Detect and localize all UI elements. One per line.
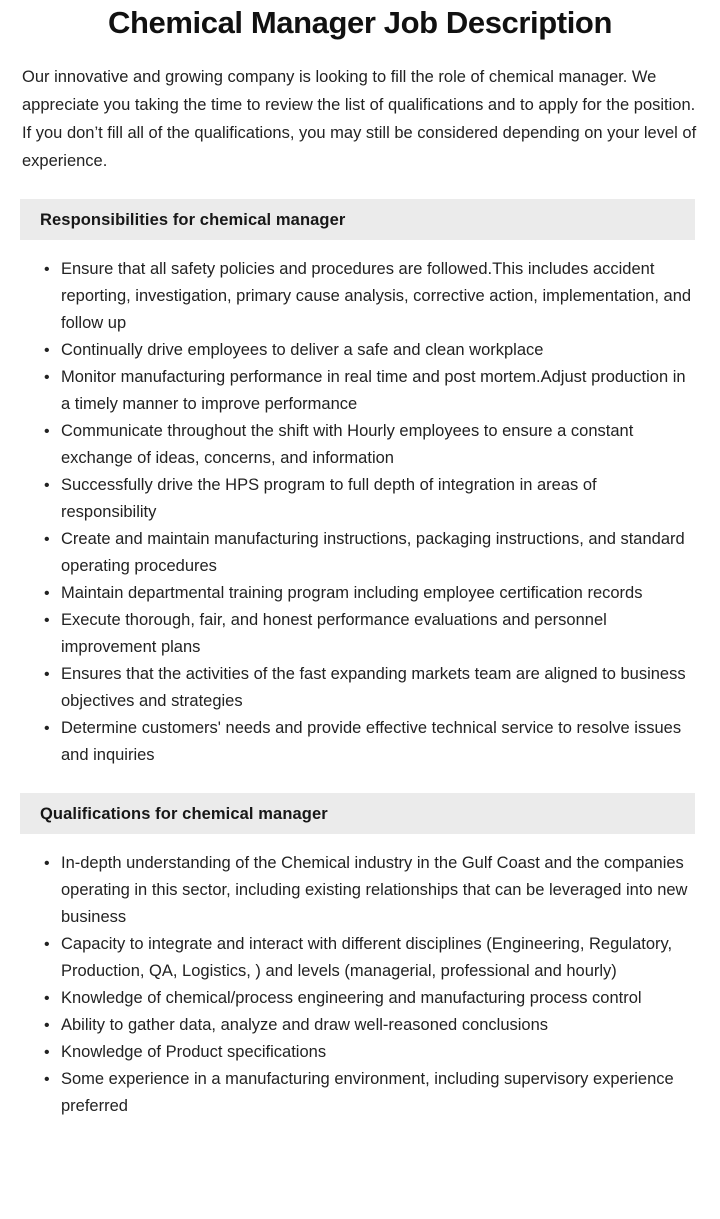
list-item: • Ensure that all safety policies and procedures are followed.This includes accident reporting, investigation, primary cause analysis, corrective action, implementation, and follow up (44, 256, 696, 337)
list-item: • Ability to gather data, analyze and draw well-reasoned conclusions (44, 1012, 696, 1039)
list-item: • Knowledge of Product specifications (44, 1039, 696, 1066)
list-item: • Maintain departmental training program including employee certification records (44, 580, 696, 607)
list-item: • Some experience in a manufacturing environment, including supervisory experience preferred (44, 1066, 696, 1120)
page-title: Chemical Manager Job Description (108, 5, 612, 40)
section-qualifications (0, 793, 720, 1120)
section-header-responsibilities (20, 199, 695, 240)
section-header-qualifications (20, 793, 695, 834)
list-item: • In-depth understanding of the Chemical industry in the Gulf Coast and the companies operating in this sector, including existing relationships that can be leveraged into new business (44, 850, 696, 931)
list-item: • Determine customers' needs and provide effective technical service to resolve issues and inquiries (44, 715, 696, 769)
list-item: • Execute thorough, fair, and honest performance evaluations and personnel improvement plans (44, 607, 696, 661)
list-item: • Knowledge of chemical/process engineering and manufacturing process control (44, 985, 696, 1012)
intro-paragraph: Our innovative and growing company is looking to fill the role of chemical manager. We appreciate you taking the time to review the list of qualifications and to apply for the position. If you don’t fill all of the qualifications, you may still be considered depending on your level of experience. (22, 68, 697, 170)
list-item: • Successfully drive the HPS program to full depth of integration in areas of responsibility (44, 472, 696, 526)
section-heading-label: Responsibilities for chemical manager (40, 210, 346, 229)
list-item: • Ensures that the activities of the fast expanding markets team are aligned to business objectives and strategies (44, 661, 696, 715)
responsibilities-list (0, 256, 720, 769)
list-item: • Create and maintain manufacturing instructions, packaging instructions, and standard operating procedures (44, 526, 696, 580)
list-item: • Capacity to integrate and interact with different disciplines (Engineering, Regulatory, Production, QA, Logistics, ) and levels (managerial, professional and hourly) (44, 931, 696, 985)
section-heading-label: Qualifications for chemical manager (40, 804, 328, 823)
list-item: • Continually drive employees to deliver a safe and clean workplace (44, 337, 696, 364)
list-item: • Communicate throughout the shift with Hourly employees to ensure a constant exchange of ideas, concerns, and information (44, 418, 696, 472)
qualifications-list (0, 850, 720, 1120)
list-item: • Monitor manufacturing performance in real time and post mortem.Adjust production in a timely manner to improve performance (44, 364, 696, 418)
section-responsibilities (0, 199, 720, 769)
